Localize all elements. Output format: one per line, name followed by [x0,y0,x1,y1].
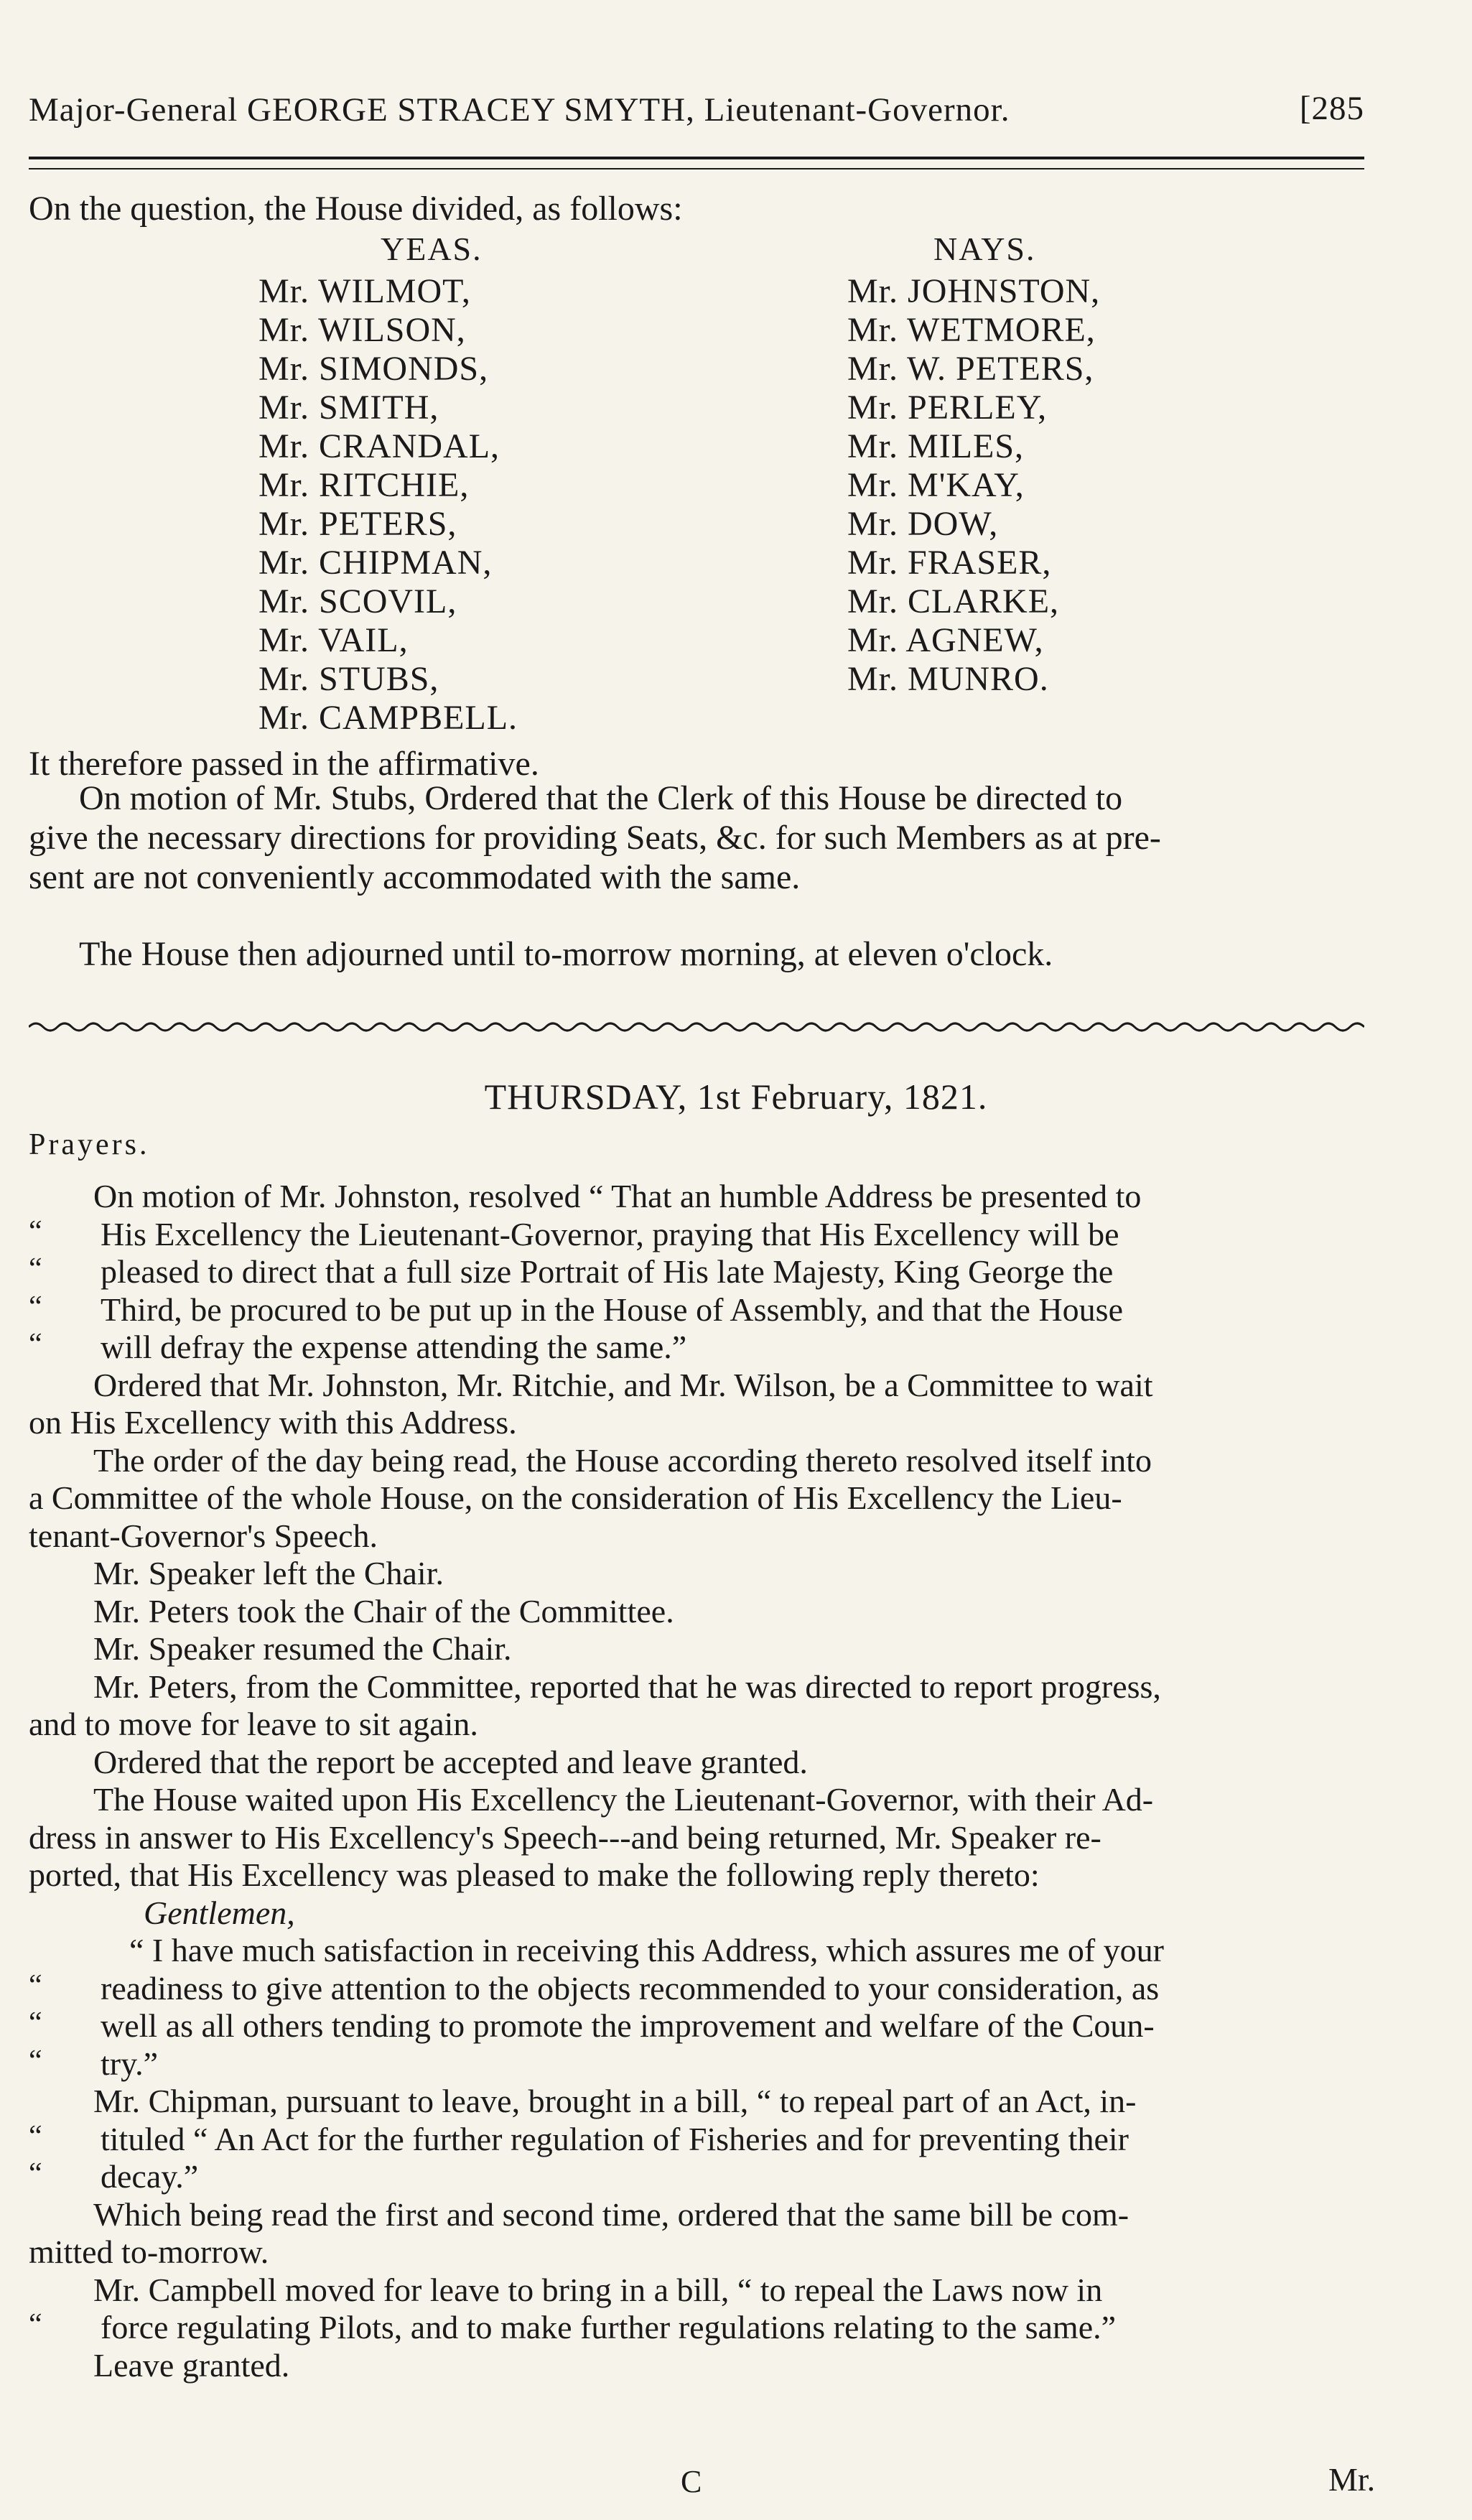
body-line: tituled “ An Act for the further regulation of Fisheries and for preventing their [101,2120,1129,2157]
nays-heading: NAYS. [933,231,1036,267]
date-heading: THURSDAY, 1st February, 1821. [484,1077,988,1117]
body-line: force regulating Pilots, and to make further regulations relating to the same.” [101,2309,1117,2345]
body-line: will defray the expense attending the same.” [101,1329,687,1365]
body-line: Third, be procured to be put up in the House of Assembly, and that the House [101,1291,1124,1328]
nay-member: Mr. WETMORE, [847,311,1096,349]
division-result: It therefore passed in the affirmative. [29,745,539,783]
body-line: Mr. Chipman, pursuant to leave, brought in a bill, “ to repeal part of an Act, in- [93,2083,1137,2119]
yea-member: Mr. SMITH, [258,389,439,427]
yea-member: Mr. WILSON, [258,311,466,349]
body-line: dress in answer to His Excellency's Speech---and being returned, Mr. Speaker re- [29,1818,1101,1856]
margin-quote-mark: “ [29,1328,42,1361]
body-line: “ I have much satisfaction in receiving this Address, which assures me of your [129,1932,1164,1968]
body-line: tenant-Governor's Speech. [29,1517,378,1554]
margin-quote-mark: “ [29,2308,42,2341]
margin-quote-mark: “ [29,1290,42,1324]
body-line: Leave granted. [93,2346,290,2384]
body-line: Mr. Peters took the Chair of the Committee. [93,1592,674,1629]
yea-member: Mr. PETERS, [258,505,457,543]
body-line: ported, that His Excellency was pleased to make the following reply thereto: [29,1856,1040,1893]
body-line: His Excellency the Lieutenant-Governor, praying that His Excellency will be [101,1215,1119,1252]
nay-member: Mr. AGNEW, [847,621,1044,659]
yea-member: Mr. CHIPMAN, [258,544,493,582]
body-line: decay.” [101,2158,199,2195]
yea-member: Mr. RITCHIE, [258,466,470,504]
margin-quote-mark: “ [29,1968,42,2002]
nay-member: Mr. FRASER, [847,544,1052,582]
yea-member: Mr. WILMOT, [258,272,471,310]
body-line: On motion of Mr. Johnston, resolved “ That an humble Address be presented to [93,1178,1142,1214]
margin-quote-mark: “ [29,2119,42,2153]
yeas-heading: YEAS. [381,231,483,267]
body-line: Mr. Campbell moved for leave to bring in a bill, “ to repeal the Laws now in [93,2271,1103,2308]
nay-member: Mr. PERLEY, [847,389,1048,427]
nay-member: Mr. M'KAY, [847,466,1025,504]
signature-mark: C [681,2464,702,2499]
body-line: Mr. Speaker left the Chair. [93,1555,444,1591]
header-title: Major-General GEORGE STRACEY SMYTH, Lieutenant-Governor. [29,91,1010,129]
stubs-motion-line-3: sent are not conveniently accommodated with the same. [29,858,801,896]
running-header [29,85,1364,142]
body-line: Mr. Peters, from the Committee, reported that he was directed to report progress, [93,1668,1161,1705]
body-line: a Committee of the whole House, on the consideration of His Excellency the Lieu- [29,1479,1122,1516]
body-line: on His Excellency with this Address. [29,1404,517,1441]
body-line: Ordered that the report be accepted and leave granted. [93,1743,808,1780]
body-line: well as all others tending to promote the improvement and welfare of the Coun- [101,2007,1155,2044]
nay-member: Mr. MUNRO. [847,660,1049,698]
yea-member: Mr. VAIL, [258,621,409,659]
header-rule [29,157,1364,169]
margin-quote-mark: “ [29,2044,42,2078]
body-line: pleased to direct that a full size Portrait of His late Majesty, King George the [101,1253,1114,1290]
body-line: The order of the day being read, the House according thereto resolved itself into [93,1441,1152,1479]
body-line: mitted to-morrow. [29,2233,269,2270]
nay-member: Mr. DOW, [847,505,999,543]
division-intro: On the question, the House divided, as follows: [29,190,683,228]
body-line: try.” [101,2045,159,2082]
body-line: Which being read the first and second time, ordered that the same bill be com- [93,2195,1129,2233]
margin-quote-mark: “ [29,1252,42,1285]
yea-member: Mr. SIMONDS, [258,350,489,388]
prayers-label: Prayers. [29,1128,150,1161]
margin-quote-mark: “ [29,2007,42,2040]
yea-member: Mr. SCOVIL, [258,582,457,620]
nay-member: Mr. CLARKE, [847,582,1060,620]
nay-member: Mr. W. PETERS, [847,350,1094,388]
yea-member: Mr. CAMPBELL. [258,699,518,737]
nay-member: Mr. MILES, [847,427,1025,465]
body-line: The House waited upon His Excellency the Lieutenant-Governor, with their Ad- [93,1781,1154,1818]
nay-member: Mr. JOHNSTON, [847,272,1101,310]
body-line: Ordered that Mr. Johnston, Mr. Ritchie, and Mr. Wilson, be a Committee to wait [93,1366,1153,1403]
body-line: readiness to give attention to the objects recommended to your consideration, as [101,1969,1160,2007]
margin-quote-mark: “ [29,1214,42,1248]
wavy-divider [29,1018,1364,1036]
body-line: Gentlemen, [144,1894,295,1931]
margin-quote-mark: “ [29,2157,42,2190]
body-line: Mr. Speaker resumed the Chair. [93,1630,512,1667]
catchword: Mr. [1328,2461,1376,2498]
stubs-motion-line-1: On motion of Mr. Stubs, Ordered that the Clerk of this House be directed to [79,779,1123,817]
yea-member: Mr. CRANDAL, [258,427,500,465]
yea-member: Mr. STUBS, [258,660,439,698]
page-number: [285 [1299,90,1364,127]
stubs-motion-line-2: give the necessary directions for providing Seats, &c. for such Members as at pre- [29,819,1161,857]
body-line: and to move for leave to sit again. [29,1706,478,1742]
adjourn-line: The House then adjourned until to-morrow morning, at eleven o'clock. [79,935,1053,973]
